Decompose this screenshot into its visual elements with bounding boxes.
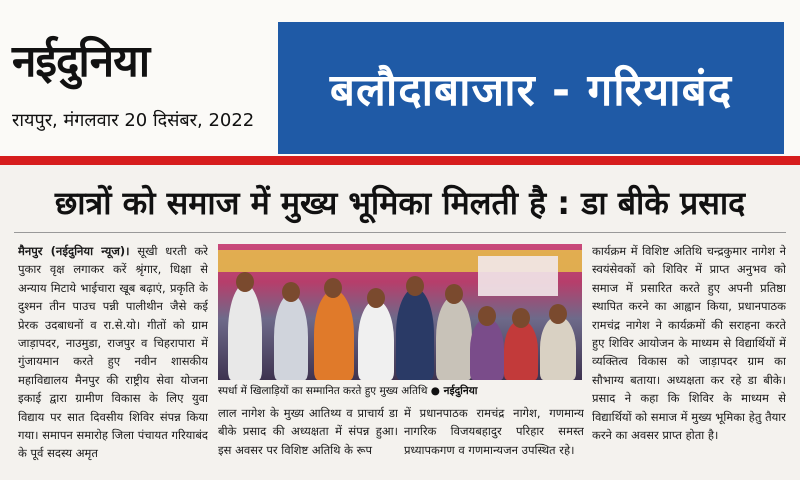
photo-person-head xyxy=(512,308,530,328)
section-title: बलौदाबाजार - गरियाबंद xyxy=(329,65,733,116)
photo-person-head xyxy=(445,284,463,304)
photo-person xyxy=(504,320,538,380)
article-column-left xyxy=(18,242,208,472)
news-photo xyxy=(218,244,582,380)
photo-person-head xyxy=(549,304,567,324)
photo-person-head xyxy=(367,288,385,308)
caption-text: स्पर्धा में खिलाड़ियों का सम्मानित करते हुए मुख्य अतिथि xyxy=(218,385,428,397)
photo-banner-sign xyxy=(478,256,558,296)
photo-person-head xyxy=(324,278,342,298)
photo-person xyxy=(436,296,472,380)
article-headline: छात्रों को समाज में मुख्य भूमिका मिलती है : डा बीके प्रसाद xyxy=(54,184,746,222)
edition-dateline: रायपुर, मंगलवार 20 दिसंबर, 2022 xyxy=(12,110,255,131)
photo-person-head xyxy=(282,282,300,302)
photo-person xyxy=(358,300,394,380)
photo-caption xyxy=(218,382,582,400)
photo-person xyxy=(470,318,504,380)
red-divider xyxy=(0,156,800,165)
photo-person-head xyxy=(406,276,424,296)
article-column-mid-b: में प्रधानपाठक रामचंद्र नागेश, गणमान्य नागरिक विजयबहादुर परिहार समस्त प्रध्यापकगण व गणमान्यजन उपस्थित रहे। xyxy=(404,406,584,457)
photo-person xyxy=(540,316,576,380)
photo-person xyxy=(274,294,308,380)
column-left-text: सूखी धरती करे पुकार वृक्ष लगाकर करें श्रृंगार, धिक्षा से अन्याय मिटाये भाईचारा खूब बढ़ाएं, प्रकृति के दुश्मन तीन पाउच पन्नी पालीथीन जैसे कई प्रेरक उदबाधनों व रा.से.यो। गीतों को ग्राम जाड़ापदर, नाउमुडा, राजपुर व चिहरापारा में गुंजायमान करते हुए नवीन शासकीय महाविद्यालय मैनपुर की राष्ट्रीय सेवा योजना इकाई द्वारा ग्रामीण विकास के लिए युवा विद्याय पर सात दिवसीय शिविर संपन्न किया गया। समापन समारोह जिला पंचायत गरियाबंद के पूर्व सदस्य अमृत xyxy=(18,244,208,461)
photo-person xyxy=(314,290,354,380)
photo-person-head xyxy=(478,306,496,326)
photo-person xyxy=(396,288,434,380)
photo-person-head xyxy=(236,272,254,292)
headline-divider xyxy=(14,232,786,233)
article-column-right: कार्यक्रम में विशिष्ट अतिथि चन्द्रकुमार नागेश ने स्वयंसेवकों को शिविर में प्राप्त अनुभव को समाज में प्रसारित करते हुए अपनी प्रतिष्ठा स्थापित करने का आह्वान किया, प्रधानपाठक रामचंद्र नागेश ने कार्यक्रमों की सराहना करते हुए शिविर आयोजन के माध्यम से विद्यार्थियों में व्यक्तित्व विकास को जाड़ापदर ग्राम का सौभाग्य बताया। अध्यक्षता कर रहे डा बीके। प्रसाद ने कहा कि शिविर के माध्यम से विद्यार्थियों को समाज में मुख्य भूमिका हेतु तैयार करने का अवसर प्राप्त होता है। xyxy=(592,244,786,443)
news-dateline: मैनपुर (नईदुनिया न्यूज)। xyxy=(18,244,130,258)
section-banner xyxy=(278,22,784,154)
caption-brand: ● नईदुनिया xyxy=(430,385,478,397)
newspaper-logo: नईदुनिया xyxy=(12,36,150,87)
photo-person xyxy=(228,284,262,380)
article-column-mid-a: लाल नागेश के मुख्य आतिथ्य व प्राचार्य डा बीके प्रसाद की अध्यक्षता में संपन्न हुआ। इस अवसर पर विशिष्ट अतिथि के रूप xyxy=(218,406,398,457)
masthead xyxy=(0,0,800,163)
